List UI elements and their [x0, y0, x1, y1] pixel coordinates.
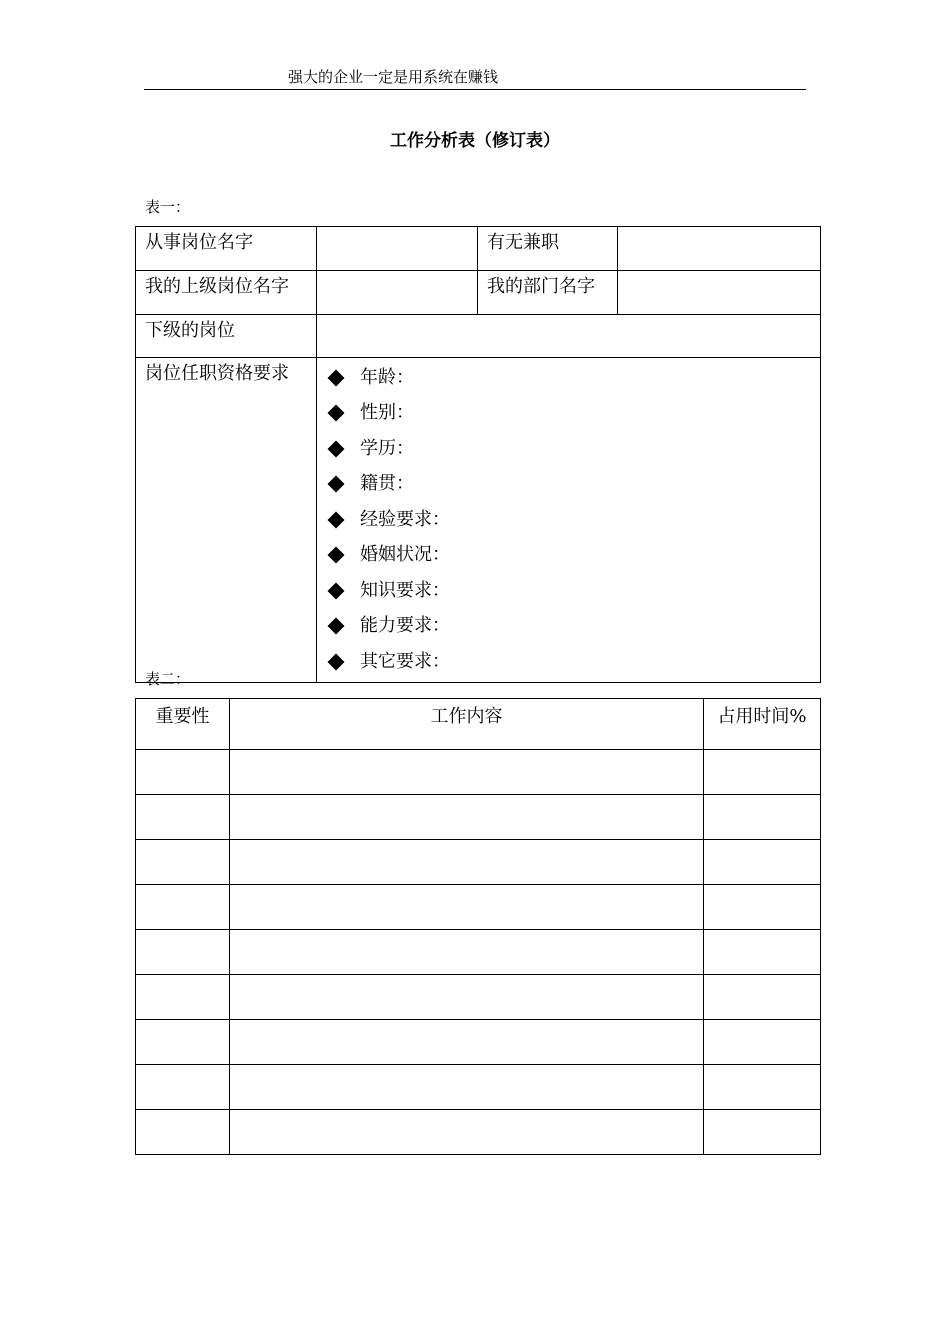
table-row: [136, 315, 821, 358]
importance-cell[interactable]: [136, 885, 230, 930]
importance-cell[interactable]: [136, 1065, 230, 1110]
qualification-item: [329, 573, 820, 609]
diamond-bullet-icon: [328, 405, 345, 422]
importance-cell[interactable]: [136, 750, 230, 795]
work-content-cell[interactable]: [230, 885, 704, 930]
subordinate-position-label: 下级的岗位: [136, 315, 317, 358]
qualification-item-label: 知识要求：: [360, 579, 450, 601]
time-share-cell[interactable]: [704, 885, 821, 930]
table-row: [136, 271, 821, 315]
importance-cell[interactable]: [136, 1110, 230, 1155]
table-row: [136, 1020, 821, 1065]
importance-header: 重要性: [136, 699, 230, 750]
qualification-item-label: 籍贯：: [360, 473, 414, 495]
work-content-cell[interactable]: [230, 975, 704, 1020]
work-content-header: 工作内容: [230, 699, 704, 750]
table1-caption: 表一：: [145, 198, 191, 216]
work-content-cell[interactable]: [230, 1110, 704, 1155]
job-info-table: [135, 226, 821, 683]
qualification-item: [329, 467, 820, 503]
qualification-item-label: 年龄：: [360, 366, 414, 388]
table-row: [136, 1110, 821, 1155]
diamond-bullet-icon: [328, 369, 345, 386]
subordinate-position-field[interactable]: [317, 315, 821, 358]
table-row: [136, 795, 821, 840]
qualification-item-label: 婚姻状况：: [360, 544, 450, 566]
qualification-item: [329, 431, 820, 467]
table-row: [136, 1065, 821, 1110]
qualification-cell: [317, 358, 821, 683]
diamond-bullet-icon: [328, 511, 345, 528]
time-share-cell[interactable]: [704, 795, 821, 840]
table-row: [136, 885, 821, 930]
table2-caption: 表二：: [145, 670, 191, 688]
table-row: [136, 930, 821, 975]
qualification-item-label: 经验要求：: [360, 508, 450, 530]
work-content-cell[interactable]: [230, 930, 704, 975]
time-share-cell[interactable]: [704, 750, 821, 795]
qualification-item: [329, 360, 820, 396]
time-share-cell[interactable]: [704, 1065, 821, 1110]
work-content-cell[interactable]: [230, 840, 704, 885]
importance-cell[interactable]: [136, 840, 230, 885]
work-content-cell[interactable]: [230, 795, 704, 840]
diamond-bullet-icon: [328, 476, 345, 493]
work-content-cell[interactable]: [230, 750, 704, 795]
qualification-item-label: 学历：: [360, 437, 414, 459]
position-name-field[interactable]: [317, 227, 478, 271]
time-share-cell[interactable]: [704, 930, 821, 975]
time-share-header: 占用时间%: [704, 699, 821, 750]
qualification-label: 岗位任职资格要求: [136, 358, 317, 683]
page-header-text: 强大的企业一定是用系统在赚钱: [288, 68, 499, 86]
importance-cell[interactable]: [136, 795, 230, 840]
diamond-bullet-icon: [328, 547, 345, 564]
qualification-list: [317, 358, 820, 680]
qualification-item-label: 性别：: [360, 402, 414, 424]
document-title: 工作分析表（修订表）: [390, 131, 560, 151]
time-share-cell[interactable]: [704, 1110, 821, 1155]
part-time-label: 有无兼职: [478, 227, 618, 271]
time-share-cell[interactable]: [704, 975, 821, 1020]
importance-cell[interactable]: [136, 1020, 230, 1065]
work-content-cell[interactable]: [230, 1020, 704, 1065]
position-name-label: 从事岗位名字: [136, 227, 317, 271]
time-share-cell[interactable]: [704, 840, 821, 885]
diamond-bullet-icon: [328, 582, 345, 599]
diamond-bullet-icon: [328, 618, 345, 635]
qualification-item: [329, 609, 820, 645]
superior-position-label: 我的上级岗位名字: [136, 271, 317, 315]
qualification-item-label: 其它要求：: [360, 650, 450, 672]
qualification-item-label: 能力要求：: [360, 615, 450, 637]
table-row: [136, 358, 821, 683]
table-row: [136, 975, 821, 1020]
qualification-item: [329, 644, 820, 680]
department-name-label: 我的部门名字: [478, 271, 618, 315]
table-row: [136, 227, 821, 271]
part-time-field[interactable]: [618, 227, 821, 271]
superior-position-field[interactable]: [317, 271, 478, 315]
diamond-bullet-icon: [328, 440, 345, 457]
work-content-cell[interactable]: [230, 1065, 704, 1110]
table-row: [136, 750, 821, 795]
table-row: [136, 840, 821, 885]
importance-cell[interactable]: [136, 930, 230, 975]
diamond-bullet-icon: [328, 653, 345, 670]
qualification-item: [329, 396, 820, 432]
header-divider: [144, 89, 806, 90]
qualification-item: [329, 538, 820, 574]
time-share-cell[interactable]: [704, 1020, 821, 1065]
table-header-row: [136, 699, 821, 750]
importance-cell[interactable]: [136, 975, 230, 1020]
work-content-table: [135, 698, 821, 1155]
department-name-field[interactable]: [618, 271, 821, 315]
qualification-item: [329, 502, 820, 538]
